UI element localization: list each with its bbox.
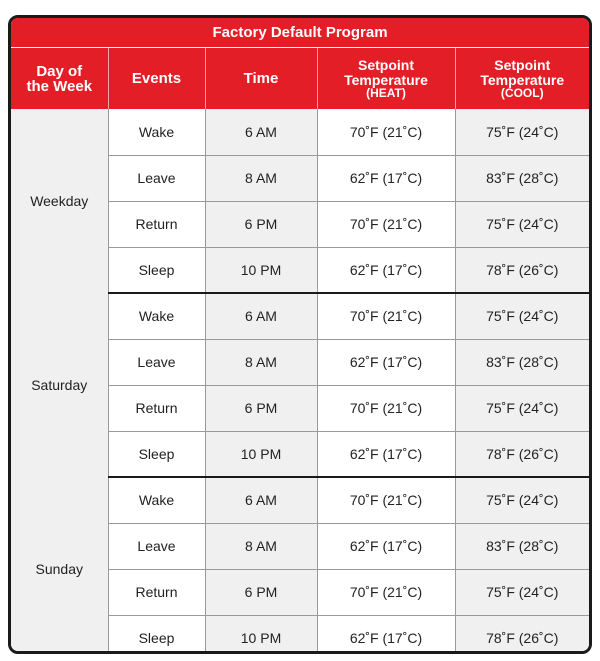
heat-setpoint-cell: 62˚F (17˚C) <box>317 431 455 477</box>
heat-setpoint-cell: 62˚F (17˚C) <box>317 247 455 293</box>
time-cell: 6 AM <box>205 109 317 155</box>
header-time: Time <box>205 48 317 110</box>
heat-setpoint-cell: 62˚F (17˚C) <box>317 339 455 385</box>
time-cell: 10 PM <box>205 431 317 477</box>
heat-setpoint-cell: 70˚F (21˚C) <box>317 569 455 615</box>
time-cell: 6 AM <box>205 293 317 339</box>
header-row <box>11 48 589 110</box>
event-cell: Leave <box>108 523 205 569</box>
event-cell: Sleep <box>108 615 205 654</box>
heat-setpoint-cell: 70˚F (21˚C) <box>317 477 455 523</box>
factory-default-program-table <box>11 18 589 654</box>
heat-setpoint-cell: 70˚F (21˚C) <box>317 201 455 247</box>
event-cell: Return <box>108 569 205 615</box>
heat-setpoint-cell: 70˚F (21˚C) <box>317 109 455 155</box>
cool-setpoint-cell: 78˚F (26˚C) <box>455 247 589 293</box>
cool-setpoint-cell: 78˚F (26˚C) <box>455 615 589 654</box>
table-row <box>11 109 589 155</box>
cool-setpoint-cell: 75˚F (24˚C) <box>455 569 589 615</box>
cool-setpoint-cell: 75˚F (24˚C) <box>455 385 589 431</box>
cool-setpoint-cell: 75˚F (24˚C) <box>455 109 589 155</box>
header-setpoint-heat <box>317 48 455 110</box>
time-cell: 8 AM <box>205 523 317 569</box>
event-cell: Wake <box>108 477 205 523</box>
header-day-line-1: Day of <box>36 62 83 80</box>
heat-setpoint-cell: 70˚F (21˚C) <box>317 385 455 431</box>
time-cell: 8 AM <box>205 339 317 385</box>
heat-setpoint-cell: 70˚F (21˚C) <box>317 293 455 339</box>
table-row <box>11 477 589 523</box>
time-cell: 8 AM <box>205 155 317 201</box>
event-cell: Sleep <box>108 247 205 293</box>
time-cell: 6 PM <box>205 201 317 247</box>
header-day-line-2: the Week <box>26 77 93 95</box>
day-of-week-cell: Sunday <box>11 477 108 654</box>
table-title: Factory Default Program <box>11 18 589 48</box>
heat-setpoint-cell: 62˚F (17˚C) <box>317 523 455 569</box>
header-cool-line-2: Temperature <box>480 72 565 88</box>
header-heat-line-3: (HEAT) <box>366 86 406 100</box>
cool-setpoint-cell: 83˚F (28˚C) <box>455 339 589 385</box>
header-setpoint-cool <box>455 48 589 110</box>
event-cell: Sleep <box>108 431 205 477</box>
cool-setpoint-cell: 75˚F (24˚C) <box>455 201 589 247</box>
event-cell: Leave <box>108 339 205 385</box>
event-cell: Wake <box>108 293 205 339</box>
day-of-week-cell: Weekday <box>11 109 108 293</box>
cool-setpoint-cell: 83˚F (28˚C) <box>455 523 589 569</box>
table-row <box>11 293 589 339</box>
day-of-week-cell: Saturday <box>11 293 108 477</box>
heat-setpoint-cell: 62˚F (17˚C) <box>317 615 455 654</box>
event-cell: Leave <box>108 155 205 201</box>
header-cool-line-3: (COOL) <box>500 86 544 100</box>
time-cell: 6 AM <box>205 477 317 523</box>
event-cell: Wake <box>108 109 205 155</box>
time-cell: 6 PM <box>205 385 317 431</box>
header-day-of-week <box>11 48 108 110</box>
event-cell: Return <box>108 201 205 247</box>
cool-setpoint-cell: 83˚F (28˚C) <box>455 155 589 201</box>
time-cell: 6 PM <box>205 569 317 615</box>
event-cell: Return <box>108 385 205 431</box>
time-cell: 10 PM <box>205 247 317 293</box>
header-events: Events <box>108 48 205 110</box>
cool-setpoint-cell: 78˚F (26˚C) <box>455 431 589 477</box>
time-cell: 10 PM <box>205 615 317 654</box>
heat-setpoint-cell: 62˚F (17˚C) <box>317 155 455 201</box>
program-table-frame <box>8 15 592 654</box>
header-cool-line-1: Setpoint <box>494 57 551 73</box>
header-heat-line-2: Temperature <box>344 72 428 88</box>
cool-setpoint-cell: 75˚F (24˚C) <box>455 293 589 339</box>
title-row <box>11 18 589 48</box>
program-table-body <box>11 109 589 654</box>
header-heat-line-1: Setpoint <box>358 57 414 73</box>
cool-setpoint-cell: 75˚F (24˚C) <box>455 477 589 523</box>
